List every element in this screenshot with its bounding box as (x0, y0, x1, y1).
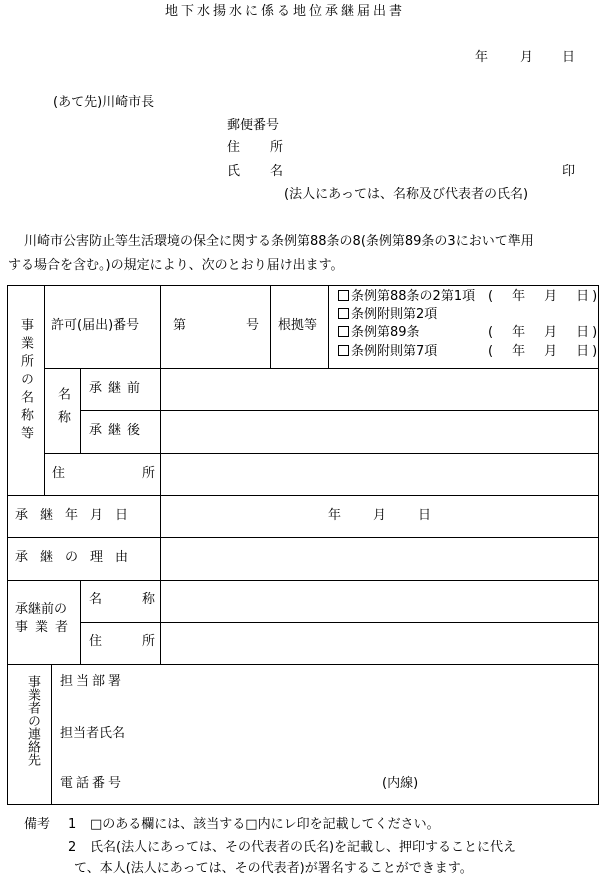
seal-label: 印 (562, 164, 576, 179)
checkbox[interactable] (338, 326, 349, 337)
col-divider (160, 285, 161, 664)
row-divider (80, 410, 599, 411)
basis-option-4[interactable] (338, 344, 437, 360)
permit-label: 許可(届出)番号 (51, 318, 140, 333)
reason-label: 承継の理由 (15, 550, 141, 565)
intro-line-2: する場合を含む。)の規定により、次のとおり届け出ます。 (8, 258, 344, 273)
row-divider (80, 622, 599, 623)
name-label-a: 氏 (227, 164, 241, 179)
person-label: 担当者氏名 (60, 726, 126, 741)
basis-option-2[interactable] (338, 307, 437, 323)
office-address-b: 所 (142, 466, 156, 481)
after-label: 承継後 (89, 423, 147, 438)
date-month: 月 (520, 50, 534, 65)
succession-year: 年 (328, 508, 342, 523)
prev-operator-label-1: 承継前の (15, 602, 68, 617)
basis-option-1[interactable] (338, 289, 475, 305)
option-label: 条例附則第7項 (351, 344, 438, 359)
prev-address-b: 所 (142, 634, 156, 649)
intro-line-1: 川崎市公害防止等生活環境の保全に関する条例第88条の8(条例第89条の3において準用 (24, 234, 534, 249)
row-divider (7, 580, 599, 581)
option-label: 条例附則第2項 (351, 307, 438, 322)
addressee: (あて先)川崎市長 (53, 95, 155, 110)
succession-month: 月 (373, 508, 387, 523)
option-date: ( 年 月 日) (488, 344, 601, 359)
col-divider (270, 285, 271, 368)
prev-name-a: 名 (89, 592, 103, 607)
corporate-note: (法人にあっては、名称及び代表者の氏名) (284, 187, 529, 202)
col-divider (51, 664, 52, 805)
option-date: ( 年 月 日) (488, 289, 601, 304)
option-date: ( 年 月 日) (488, 325, 601, 340)
prev-address-a: 住 (89, 634, 103, 649)
checkbox[interactable] (338, 345, 349, 356)
remark-num: 2 (68, 840, 77, 855)
succession-day: 日 (418, 508, 432, 523)
remark-2: 氏名(法人にあっては、その代表者の氏名)を記載し、押印することに代え (90, 840, 517, 855)
basis-option-3[interactable] (338, 325, 420, 341)
extension-label: (内線) (382, 776, 419, 791)
col-divider (44, 285, 45, 495)
contact-label: 事業者の連絡先 (25, 675, 40, 766)
address-label-b: 所 (270, 140, 284, 155)
checkbox[interactable] (338, 308, 349, 319)
name-label-b: 名 (270, 164, 284, 179)
office-address-a: 住 (52, 466, 66, 481)
remark-num: 1 (68, 817, 77, 832)
row-divider (44, 368, 599, 369)
basis-label: 根拠等 (278, 318, 318, 333)
number-prefix: 第 (173, 318, 187, 333)
row-divider (7, 495, 599, 496)
department-label: 担当部署 (60, 674, 125, 689)
remarks-label: 備考 (24, 817, 51, 832)
col-divider (80, 580, 81, 664)
name-label: 名称 (55, 387, 70, 433)
succession-date-label: 承継年月日 (15, 508, 141, 523)
form-title: 地下水揚水に係る地位承継届出書 (165, 4, 406, 19)
col-divider (328, 285, 329, 368)
date-year: 年 (475, 50, 489, 65)
remark-1: □のある欄には、該当する□内にレ印を記載してください。 (90, 817, 440, 832)
postal-label: 郵便番号 (227, 118, 280, 133)
before-label: 承継前 (89, 381, 147, 396)
row-divider (7, 537, 599, 538)
col-divider (80, 368, 81, 453)
address-label-a: 住 (227, 140, 241, 155)
option-label: 条例第88条の2第1項 (351, 289, 476, 304)
checkbox[interactable] (338, 290, 349, 301)
prev-name-b: 称 (142, 592, 156, 607)
date-day: 日 (562, 50, 576, 65)
prev-operator-label-2: 事業者 (15, 620, 76, 635)
number-suffix: 号 (246, 318, 260, 333)
row-divider (44, 453, 599, 454)
office-label: 事業所の名称等 (18, 318, 33, 444)
phone-label: 電話番号 (60, 776, 125, 791)
option-label: 条例第89条 (351, 325, 420, 340)
row-divider (7, 664, 599, 665)
remark-2-cont: て、本人(法人にあっては、その代表者)が署名することができます。 (74, 861, 473, 876)
